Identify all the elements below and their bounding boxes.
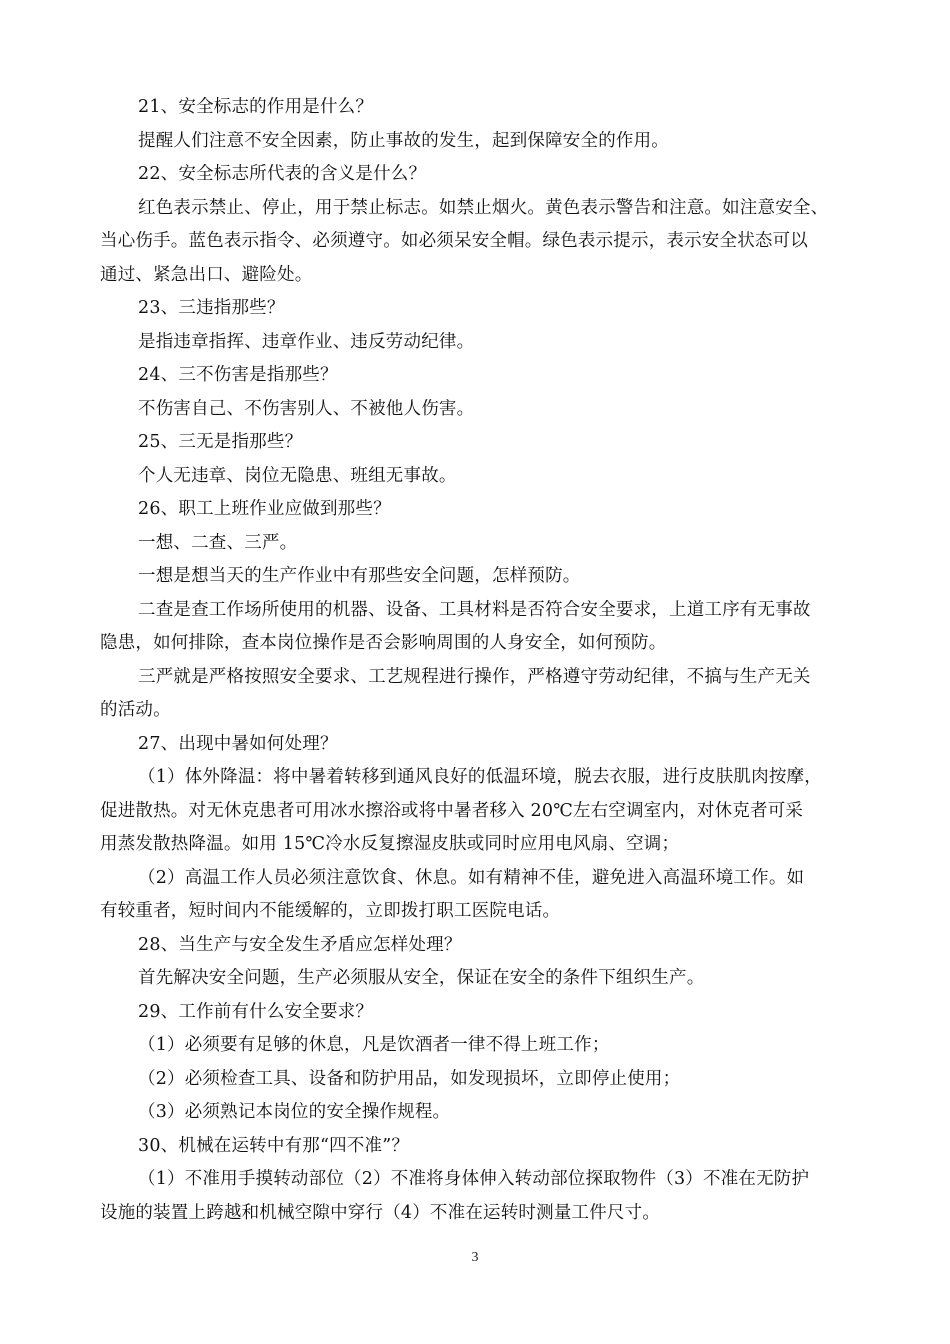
answer-line: 隐患，如何排除，查本岗位操作是否会影响周围的人身安全，如何预防。 — [100, 633, 667, 653]
answer-line: （1）必须要有足够的休息，凡是饮酒者一律不得上班工作； — [138, 1035, 610, 1055]
answer-line: 有较重者，短时间内不能缓解的，立即拨打职工医院电话。 — [100, 901, 561, 921]
answer-line: 当心伤手。蓝色表示指令、必须遵守。如必须呆安全帽。绿色表示提示，表示安全状态可以 — [100, 231, 808, 251]
answer-line: （2）必须检查工具、设备和防护用品，如发现损坏，立即停止使用； — [138, 1068, 681, 1089]
question-line: 27、出现中暑如何处理？ — [138, 733, 338, 754]
document-body — [100, 91, 860, 1230]
answer-line: 个人无违章、岗位无隐患、班组无事故。 — [138, 465, 457, 486]
answer-line: 一想是想当天的生产作业中有那些安全问题，怎样预防。 — [138, 566, 581, 586]
answer-line: 一想、二查、三严。 — [138, 532, 298, 553]
answer-line: 不伤害自己、不伤害别人、不被他人伤害。 — [138, 398, 475, 419]
answer-line: 用蒸发散热降温。如用 15℃冷水反复擦湿皮肤或同时应用电风扇、空调； — [100, 834, 680, 854]
answer-line: （3）必须熟记本岗位的安全操作规程。 — [138, 1102, 451, 1122]
page-number: 3 — [471, 1250, 479, 1265]
answer-line: 设施的装置上跨越和机械空隙中穿行（4）不准在运转时测量工件尺寸。 — [100, 1202, 661, 1223]
answer-line: 的活动。 — [100, 700, 171, 720]
answer-line: （1）体外降温：将中暑着转移到通风良好的低温环境，脱去衣服，进行皮肤肌肉按摩， — [138, 767, 822, 787]
question-line: 29、工作前有什么安全要求？ — [138, 1001, 374, 1022]
question-line: 21、安全标志的作用是什么？ — [138, 97, 374, 117]
answer-line: （2）高温工作人员必须注意饮食、休息。如有精神不佳，避免进入高温环境工作。如 — [138, 867, 805, 888]
question-line: 30、机械在运转中有那“四不准”？ — [138, 1135, 410, 1156]
answer-line: （1）不准用手摸转动部位（2）不准将身体伸入转动部位探取物件（3）不准在无防护 — [138, 1169, 810, 1189]
answer-line: 二查是查工作场所使用的机器、设备、工具材料是否符合安全要求，上道工序有无事故 — [138, 599, 811, 620]
question-line: 25、三无是指那些？ — [138, 432, 303, 452]
answer-line: 首先解决安全问题，生产必须服从安全，保证在安全的条件下组织生产。 — [138, 968, 705, 988]
question-line: 28、当生产与安全发生矛盾应怎样处理？ — [138, 934, 462, 955]
question-line: 22、安全标志所代表的含义是什么？ — [138, 164, 427, 184]
answer-line: 提醒人们注意不安全因素，防止事故的发生，起到保障安全的作用。 — [138, 130, 669, 151]
question-line: 26、职工上班作业应做到那些？ — [138, 499, 391, 519]
answer-line: 三严就是严格按照安全要求、工艺规程进行操作，严格遵守劳动纪律，不搞与生产无关 — [138, 666, 811, 687]
question-line: 23、三违指那些？ — [138, 298, 285, 318]
answer-line: 促进散热。对无休克患者可用冰水擦浴或将中暑者移入 20℃左右空调室内，对休克者可采 — [100, 800, 804, 821]
question-line: 24、三不伤害是指那些？ — [138, 365, 338, 385]
answer-line: 红色表示禁止、停止，用于禁止标志。如禁止烟火。黄色表示警告和注意。如注意安全、 — [138, 197, 829, 218]
answer-line: 是指违章指挥、违章作业、违反劳动纪律。 — [138, 331, 475, 352]
answer-line: 通过、紧急出口、避险处。 — [100, 264, 313, 285]
